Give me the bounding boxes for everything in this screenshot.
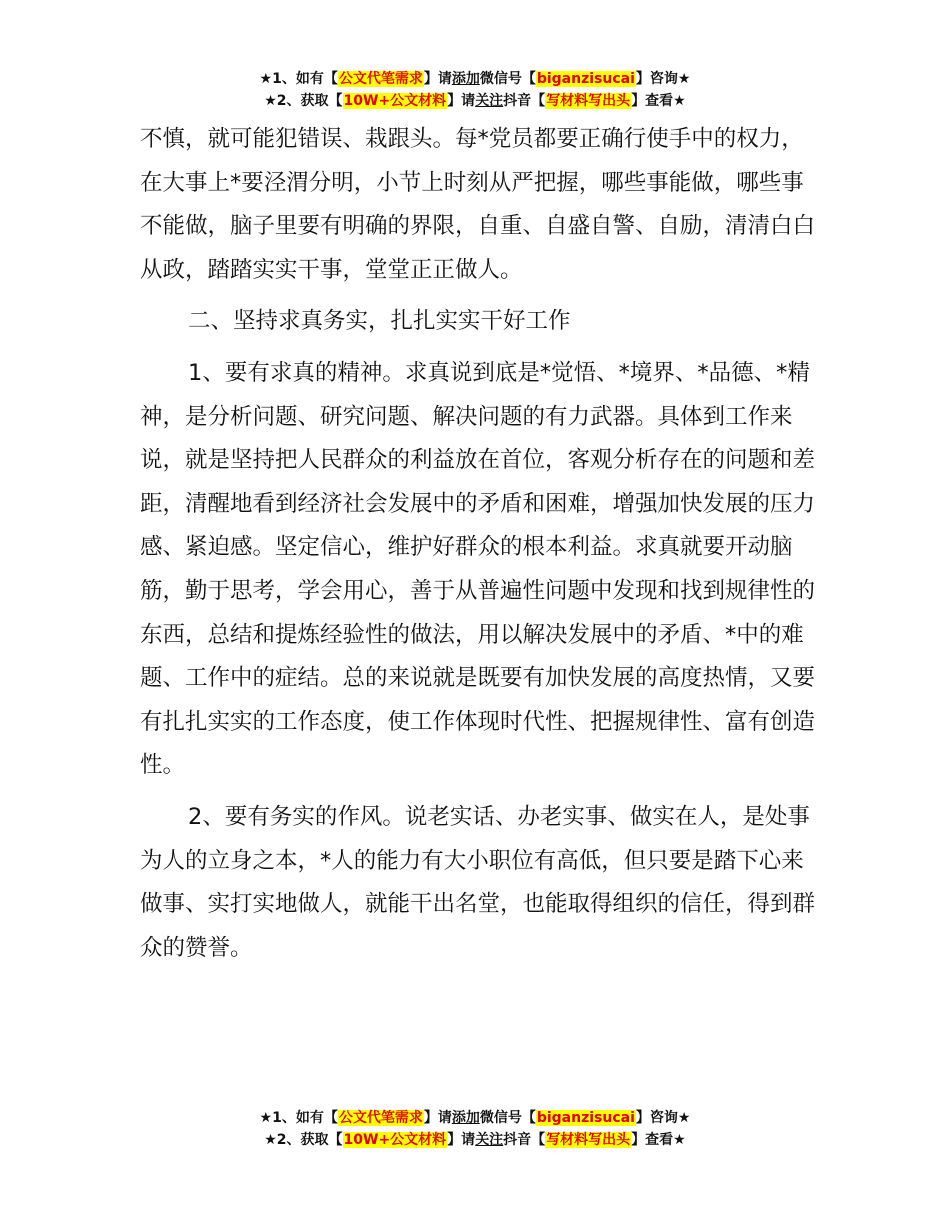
banner-text: 】咨询★: [635, 71, 691, 87]
banner-text: ★1、如有【: [259, 1110, 338, 1126]
footer-banner: [0, 1107, 950, 1151]
banner-text: 】查看★: [631, 1132, 686, 1148]
banner-highlight: 公文代笔需求: [338, 1110, 423, 1126]
banner-highlight: 写材料写出头: [546, 93, 631, 109]
banner-line-2: [0, 90, 950, 112]
banner-line-1: [0, 68, 950, 90]
paragraph: 不慎，就可能犯错误、栽跟头。每*党员都要正确行使手中的权力，在大事上*要泾渭分明，小节上时刻从严把握，哪些事能做，哪些事不能做，脑子里要有明确的界限，自重、自盛自警、自励，清清白白从政，踏踏实实干事，堂堂正正做人。: [140, 126, 816, 283]
banner-underline: 关注: [475, 1132, 504, 1148]
banner-text: ★1、如有【: [259, 71, 338, 87]
banner-text: ★2、获取【: [264, 93, 343, 109]
banner-highlight: biganzisucai: [536, 71, 635, 87]
banner-highlight: biganzisucai: [536, 1110, 635, 1126]
paragraph: 1、要有求真的精神。求真说到底是*觉悟、*境界、*品德、*精神，是分析问题、研究问题、解决问题的有力武器。具体到工作来说，就是坚持把人民群众的利益放在首位，客观分析存在的问题和差距，清醒地看到经济社会发展中的矛盾和困难，增强加快发展的压力感、紧迫感。坚定信心，维护好群众的根本利益。求真就要开动脑筋，勤于思考，学会用心，善于从普遍性问题中发现和找到规律性的东西，总结和提炼经验性的做法，用以解决发展中的矛盾、*中的难题、工作中的症结。总的来说就是既要有加快发展的高度热情，又要有扎扎实实的工作态度，使工作体现时代性、把握规律性、富有创造性。: [140, 359, 816, 779]
banner-text: 】请: [447, 1132, 476, 1148]
section-heading: 二、坚持求真务实，扎扎实实干好工作: [188, 308, 571, 335]
banner-underline: 关注: [475, 93, 504, 109]
banner-text: 微信号【: [479, 1110, 536, 1126]
banner-text: 】咨询★: [635, 1110, 691, 1126]
banner-text: 抖音【: [503, 1132, 546, 1148]
banner-text: ★2、获取【: [264, 1132, 343, 1148]
banner-underline: 添加: [451, 71, 480, 87]
banner-line-1: [0, 1107, 950, 1129]
banner-text: 微信号【: [479, 71, 536, 87]
banner-highlight: 公文代笔需求: [338, 71, 423, 87]
banner-line-2: [0, 1129, 950, 1151]
banner-underline: 添加: [451, 1110, 480, 1126]
banner-text: 抖音【: [503, 93, 546, 109]
banner-highlight: 10W+公文材料: [343, 1132, 447, 1148]
banner-text: 】请: [423, 1110, 452, 1126]
banner-text: 】请: [423, 71, 452, 87]
header-banner: [0, 68, 950, 112]
banner-text: 】请: [447, 93, 476, 109]
banner-highlight: 写材料写出头: [546, 1132, 631, 1148]
document-body: [140, 118, 820, 970]
banner-highlight: 10W+公文材料: [343, 93, 447, 109]
banner-text: 】查看★: [631, 93, 686, 109]
paragraph: 2、要有务实的作风。说老实话、办老实事、做实在人，是处事为人的立身之本，*人的能力有大小职位有高低，但只要是踏下心来做事、实打实地做人，就能干出名堂，也能取得组织的信任，得到群众的赞誉。: [140, 803, 816, 961]
